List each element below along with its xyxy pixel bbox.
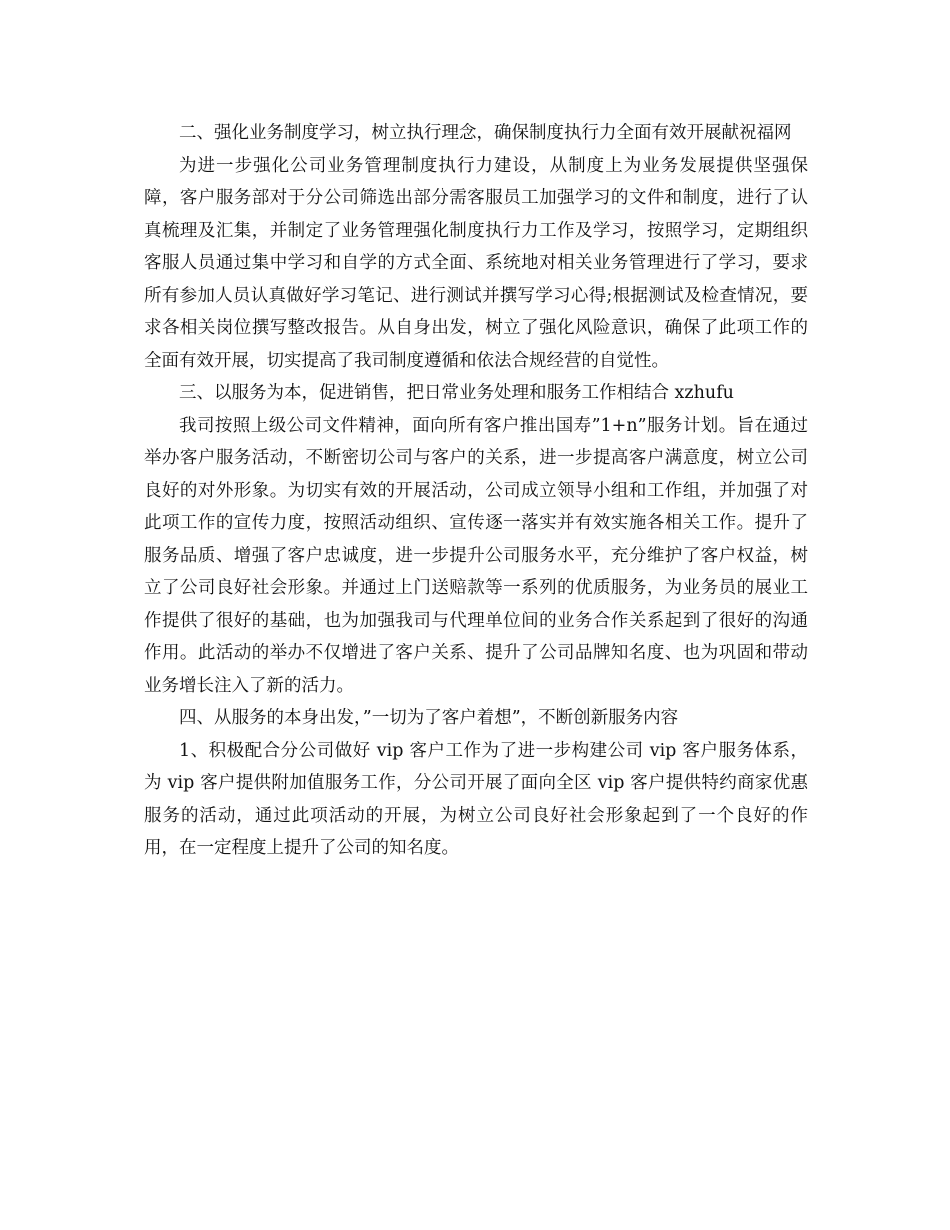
section-heading-3: 三、以服务为本，促进销售，把日常业务处理和服务工作相结合 xzhufu	[179, 383, 734, 403]
paragraph-3-body: 我司按照上级公司文件精神，面向所有客户推出国寿”1+n”服务计划。旨在通过举办客户服务活动，不断密切公司与客户的关系，进一步提高客户满意度，树立公司良好的对外形象。为切实有效的开展活动，公司成立领导小组和工作组，并加强了对此项工作的宣传力度，按照活动组织、宣传逐一落实并有效实施各相关工作。提升了服务品质、增强了客户忠诚度，进一步提升公司服务水平，充分维护了客户权益，树立了公司良好社会形象。并通过上门送赔款等一系列的优质服务，为业务员的展业工作提供了很好的基础，也为加强我司与代理单位间的业务合作关系起到了很好的沟通作用。此活动的举办不仅增进了客户关系、提升了公司品牌知名度、也为巩固和带动业务增长注入了新的活力。	[144, 415, 808, 696]
section-heading-2: 二、强化业务制度学习，树立执行理念，确保制度执行力全面有效开展献祝福网	[179, 123, 792, 143]
document-body	[144, 117, 808, 865]
paragraph-4-item-1: 1、积极配合分公司做好 vip 客户工作为了进一步构建公司 vip 客户服务体系，为 vip 客户提供附加值服务工作，分公司开展了面向全区 vip 客户提供特约商家优惠服务的活动，通过此项活动的开展，为树立公司良好社会形象起到了一个良好的作用，在一定程度上提升了公司的知名度。	[144, 740, 808, 858]
paragraph-2-body: 为进一步强化公司业务管理制度执行力建设，从制度上为业务发展提供坚强保障，客户服务部对于分公司筛选出部分需客服员工加强学习的文件和制度，进行了认真梳理及汇集，并制定了业务管理强化制度执行力工作及学习，按照学习，定期组织客服人员通过集中学习和自学的方式全面、系统地对相关业务管理进行了学习，要求所有参加人员认真做好学习笔记、进行测试并撰写学习心得;根据测试及检查情况，要求各相关岗位撰写整改报告。从自身出发，树立了强化风险意识，确保了此项工作的全面有效开展，切实提高了我司制度遵循和依法合规经营的自觉性。	[144, 155, 808, 371]
section-heading-4: 四、从服务的本身出发，”一切为了客户着想”，不断创新服务内容	[179, 708, 679, 728]
